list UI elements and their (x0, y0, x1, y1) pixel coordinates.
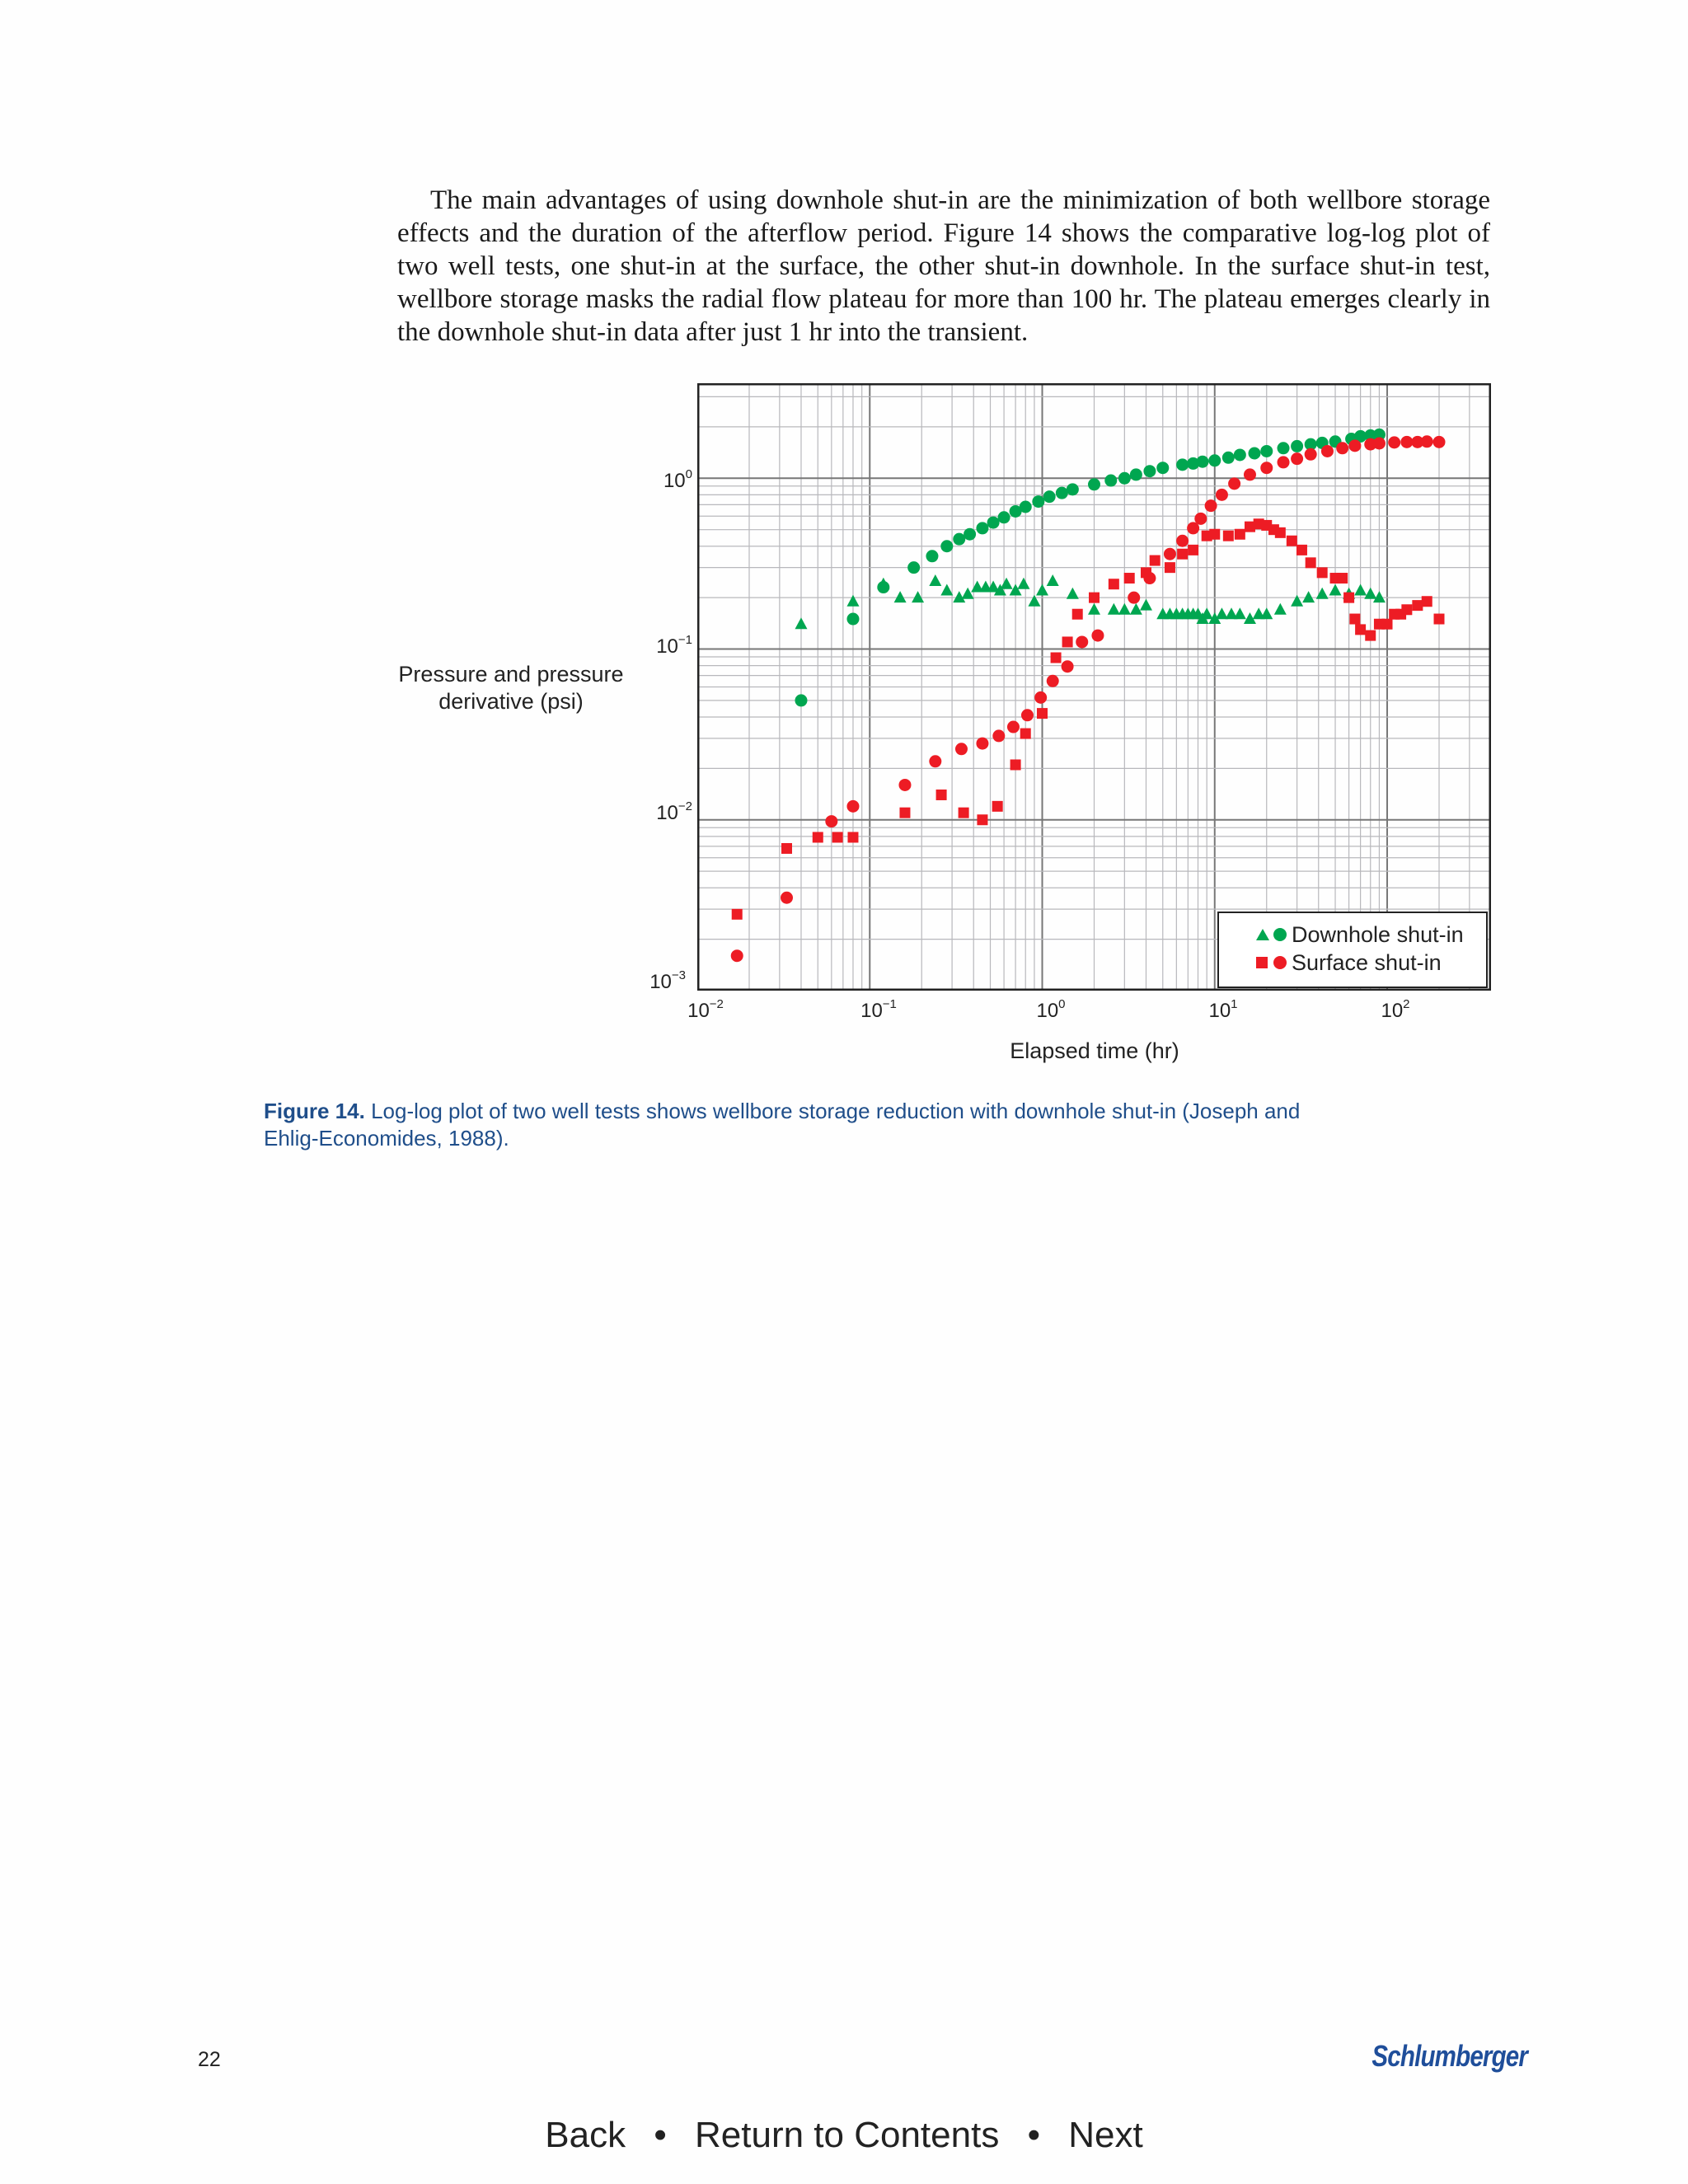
square-data-point (1051, 653, 1062, 663)
x-tick-label: $10^1$ (1208, 997, 1238, 1022)
circle-data-point (1373, 437, 1386, 449)
square-data-point (1349, 614, 1360, 625)
square-data-point (1296, 545, 1307, 555)
circle-data-point (1388, 436, 1400, 448)
x-tick-label: $10^2$ (1381, 997, 1410, 1022)
circle-data-point (1143, 465, 1156, 477)
circle-data-point (1305, 448, 1317, 461)
circle-data-point (1433, 436, 1446, 448)
circle-data-point (998, 511, 1010, 523)
triangle-data-point (1140, 599, 1152, 611)
y-tick-label: $10^{-1}$ (656, 633, 692, 658)
triangle-data-point (1234, 607, 1246, 619)
circle-data-point (1234, 448, 1246, 461)
square-data-point (1223, 531, 1234, 541)
square-data-point (1209, 529, 1220, 540)
triangle-data-point (1302, 591, 1315, 602)
circle-data-point (1260, 462, 1273, 474)
y-tick-label: $10^0$ (663, 467, 692, 492)
x-tick-label: $10^{-1}$ (860, 997, 897, 1022)
y-axis-title: Pressure and pressure derivative (psi) (398, 662, 624, 714)
circle-data-point (1205, 499, 1217, 512)
circle-data-point (1222, 452, 1235, 464)
circle-data-point (898, 779, 911, 791)
legend-label: Surface shut-in (1292, 949, 1442, 975)
square-data-point (977, 814, 987, 825)
triangle-data-point (1354, 584, 1367, 596)
circle-data-point (964, 528, 976, 541)
triangle-data-point (1088, 603, 1100, 615)
triangle-data-point (1364, 588, 1376, 599)
triangle-data-point (1316, 588, 1329, 599)
circle-data-point (1021, 709, 1034, 721)
square-data-point (832, 832, 843, 842)
circle-data-point (1176, 458, 1189, 471)
circle-data-point (1348, 439, 1361, 452)
square-data-point (1020, 729, 1031, 739)
circle-data-point (1336, 442, 1348, 454)
next-link[interactable]: Next (1068, 2115, 1143, 2155)
square-data-point (1287, 536, 1297, 546)
triangle-data-point (962, 588, 974, 599)
circle-data-point (1400, 436, 1413, 448)
square-data-point (813, 832, 823, 842)
square-data-point (1401, 604, 1412, 615)
circle-data-point (1321, 445, 1334, 457)
circle-data-point (1164, 548, 1176, 560)
square-data-point (1165, 562, 1175, 573)
circle-data-point (1067, 483, 1079, 495)
circle-data-point (1196, 456, 1208, 468)
square-data-point (1337, 573, 1348, 583)
square-data-point (1141, 567, 1151, 578)
circle-data-point (1047, 675, 1059, 687)
triangle-data-point (1108, 603, 1120, 615)
legend-item-surface (1255, 949, 1442, 976)
circle-data-point (976, 738, 988, 750)
square-data-point (1306, 557, 1316, 568)
circle-data-point (825, 815, 837, 827)
triangle-data-point (1291, 595, 1303, 607)
circle-data-point (1032, 495, 1044, 508)
circle-data-point (1128, 592, 1140, 604)
circle-data-point (907, 561, 920, 574)
square-data-point (1062, 636, 1073, 647)
square-data-point (1072, 609, 1083, 620)
nav-separator: • (654, 2115, 667, 2155)
circle-data-point (1118, 472, 1131, 485)
square-data-point (1109, 579, 1119, 589)
square-data-point (1188, 545, 1198, 555)
x-axis-title: Elapsed time (hr) (1010, 1038, 1179, 1063)
square-data-point (1382, 619, 1393, 630)
triangle-data-point (894, 591, 907, 602)
circle-data-point (1244, 468, 1256, 480)
circle-data-point (955, 743, 968, 755)
square-data-point (732, 909, 743, 920)
triangle-data-point (1118, 603, 1131, 615)
caption-text: Log-log plot of two well tests shows wellbore storage reduction with downhole shut-in (Joseph and Ehlig-Economides, 1988). (264, 1099, 1301, 1151)
square-data-point (781, 843, 792, 854)
circle-marker-icon (1273, 955, 1287, 970)
circle-data-point (1043, 490, 1056, 503)
circle-data-point (1007, 721, 1020, 733)
navigation-bar (0, 2115, 1688, 2156)
square-data-point (899, 808, 910, 818)
y-tick-label: $10^{-3}$ (649, 968, 686, 993)
circle-data-point (1020, 500, 1032, 513)
triangle-data-point (1036, 584, 1048, 596)
circle-data-point (1076, 635, 1088, 648)
circle-data-point (976, 522, 988, 534)
triangle-data-point (1028, 595, 1040, 607)
square-data-point (1177, 549, 1188, 560)
nav-separator: • (1027, 2115, 1040, 2155)
circle-data-point (1088, 478, 1100, 490)
triangle-data-point (846, 595, 859, 607)
circle-data-point (846, 613, 859, 626)
triangle-data-point (795, 617, 807, 629)
circle-data-point (1062, 660, 1074, 673)
square-data-point (1235, 529, 1245, 540)
intro-paragraph: The main advantages of using downhole shut-in are the minimization of both wellbore storage effects and the duration of the afterflow period. Figure 14 shows the comparative log-log plot of two well tests, one shut-in at the surface, the other shut-in downhole. In the surface shut-in test, wellbore storage masks the radial flow plateau for more than 100 hr. The plateau emerges clearly in the downhole shut-in data after just 1 hr into the transient. (397, 185, 1490, 347)
circle-data-point (1194, 513, 1207, 525)
plot-marks (731, 429, 1446, 962)
circle-data-point (1278, 456, 1290, 468)
legend-label: Downhole shut-in (1292, 921, 1464, 947)
circle-data-point (1216, 489, 1228, 501)
triangle-marker-icon (1255, 928, 1270, 941)
triangle-data-point (1067, 588, 1079, 599)
circle-data-point (1056, 487, 1068, 499)
triangle-data-point (940, 584, 953, 596)
square-data-point (1434, 614, 1445, 625)
triangle-data-point (1130, 603, 1142, 615)
triangle-data-point (1001, 578, 1013, 589)
circle-data-point (1208, 454, 1221, 466)
circle-data-point (1104, 475, 1117, 487)
square-data-point (1317, 567, 1328, 578)
circle-data-point (1291, 440, 1303, 452)
circle-marker-icon (1273, 927, 1287, 942)
plot-grid (697, 383, 1491, 991)
square-data-point (1089, 593, 1100, 603)
circle-data-point (731, 949, 743, 962)
circle-data-point (940, 540, 953, 552)
circle-data-point (1291, 452, 1303, 465)
square-data-point (1355, 624, 1366, 635)
figure-caption (264, 1098, 1335, 1152)
circle-data-point (1091, 630, 1104, 642)
circle-data-point (795, 694, 807, 706)
loglog-plot (697, 383, 1491, 991)
triangle-data-point (1017, 578, 1029, 589)
circle-data-point (953, 533, 965, 546)
circle-data-point (1156, 462, 1169, 474)
square-data-point (1010, 759, 1021, 770)
square-data-point (1412, 600, 1423, 611)
circle-data-point (1130, 468, 1142, 480)
triangle-data-point (1260, 607, 1273, 619)
circle-data-point (1260, 445, 1273, 457)
square-data-point (959, 808, 969, 818)
triangle-data-point (1329, 584, 1342, 596)
circle-data-point (987, 517, 1000, 529)
legend-item-downhole (1255, 921, 1464, 948)
circle-data-point (1421, 435, 1433, 448)
square-data-point (936, 790, 947, 800)
triangle-data-point (1047, 574, 1059, 586)
square-data-point (1124, 573, 1135, 583)
circle-data-point (1034, 691, 1047, 704)
circle-data-point (1228, 477, 1240, 490)
circle-data-point (926, 550, 938, 562)
triangle-data-point (929, 574, 941, 586)
back-link[interactable]: Back (545, 2115, 626, 2155)
caption-label: Figure 14. (264, 1099, 365, 1123)
circle-data-point (1278, 442, 1290, 454)
square-data-point (1365, 630, 1376, 641)
square-data-point (1150, 555, 1160, 566)
square-data-point (1343, 593, 1354, 603)
circle-data-point (781, 892, 793, 904)
schlumberger-logo: Schlumberger (1372, 2039, 1528, 2073)
circle-data-point (846, 800, 859, 813)
y-tick-label: $10^{-2}$ (656, 799, 692, 824)
circle-data-point (1248, 448, 1260, 460)
x-tick-label: $10^{-2}$ (687, 997, 724, 1022)
triangle-data-point (1274, 603, 1287, 615)
return-to-contents-link[interactable]: Return to Contents (695, 2115, 1000, 2155)
circle-data-point (929, 755, 941, 767)
square-data-point (992, 801, 1003, 812)
circle-data-point (1176, 535, 1189, 547)
square-data-point (1275, 527, 1286, 538)
page-number: 22 (198, 2048, 221, 2071)
square-data-point (847, 832, 858, 842)
square-data-point (1422, 596, 1432, 607)
square-marker-icon (1255, 956, 1270, 969)
chart-legend (1217, 912, 1488, 988)
square-data-point (1037, 708, 1048, 719)
x-tick-label: $10^0$ (1036, 997, 1066, 1022)
circle-data-point (992, 729, 1005, 742)
